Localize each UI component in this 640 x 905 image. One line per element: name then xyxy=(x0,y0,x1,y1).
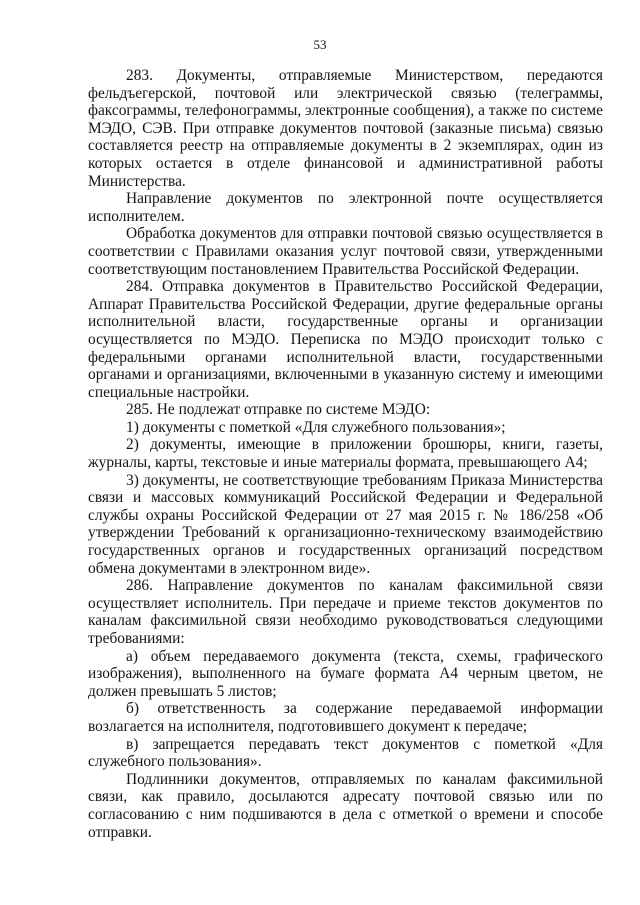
list-item-285-2: 2) документы, имеющие в приложении брошюры, книги, газеты, журналы, карты, текстовые и иные материалы формата, превышающего А4; xyxy=(88,436,603,472)
list-item-285-1: 1) документы с пометкой «Для служебного пользования»; xyxy=(126,418,506,436)
list-item-286-a: а) объем передаваемого документа (текста, схемы, графического изображения), выполненного на бумаге формата А4 черным цветом, не должен превышать 5 листов; xyxy=(88,647,603,700)
page-number: 53 xyxy=(313,37,327,52)
paragraph-284: 284. Отправка документов в Правительство Российской Федерации, Аппарат Правительства Российской Федерации, другие федеральные органы исполнительной власти, государственные органы и организации осуществляется по МЭДО. Переписка по МЭДО происходит только с федеральными органами исполнительной власти, государственными органами и организациями, включенными в указанную систему и имеющими специальные настройки. xyxy=(88,278,603,401)
document-body xyxy=(88,67,603,841)
paragraph-285: 285. Не подлежат отправке по системе МЭДО: xyxy=(126,401,431,419)
paragraph-email-sending: Направление документов по электронной почте осуществляется исполнителем. xyxy=(88,190,603,225)
list-item-286-c: в) запрещается передавать текст документов с пометкой «Для служебного пользования». xyxy=(88,735,603,771)
paragraph-286: 286. Направление документов по каналам факсимильной связи осуществляет исполнитель. При передаче и приеме текстов документов по каналам факсимильной связи необходимо руководствоваться следующими требованиями: xyxy=(88,577,603,647)
paragraph-postal-processing: Обработка документов для отправки почтовой связью осуществляется в соответствии с Правилами оказания услуг почтовой связи, утвержденными соответствующим постановлением Правительства Российской Федерации. xyxy=(88,225,603,278)
paragraph-originals: Подлинники документов, отправляемых по каналам факсимильной связи, как правило, досылаются адресату почтовой связью или по согласованию с ним подшиваются в дела с отметкой о времени и способе отправки. xyxy=(88,770,603,841)
list-item-286-b: б) ответственность за содержание передаваемой информации возлагается на исполнителя, подготовившего документ к передаче; xyxy=(88,700,603,735)
paragraph-283: 283. Документы, отправляемые Министерством, передаются фельдъегерской, почтовой или электрической связью (телеграммы, факсограммы, телефонограммы, электронные сообщения), а также по системе МЭДО, СЭВ. При отправке документов почтовой (заказные письма) связью составляется реестр на отправляемые документы в 2 экземплярах, один из которых остается в отделе финансовой и административной работы Министерства. xyxy=(88,67,603,190)
list-item-285-3: 3) документы, не соответствующие требованиям Приказа Министерства связи и массовых коммуникаций Российской Федерации и Федеральной службы охраны Российской Федерации от 27 мая 2015 г. № 186/258 «Об утверждении Требований к организационно-техническому взаимодействию государственных органов и государственных организаций посредством обмена документами в электронном виде». xyxy=(88,471,603,577)
